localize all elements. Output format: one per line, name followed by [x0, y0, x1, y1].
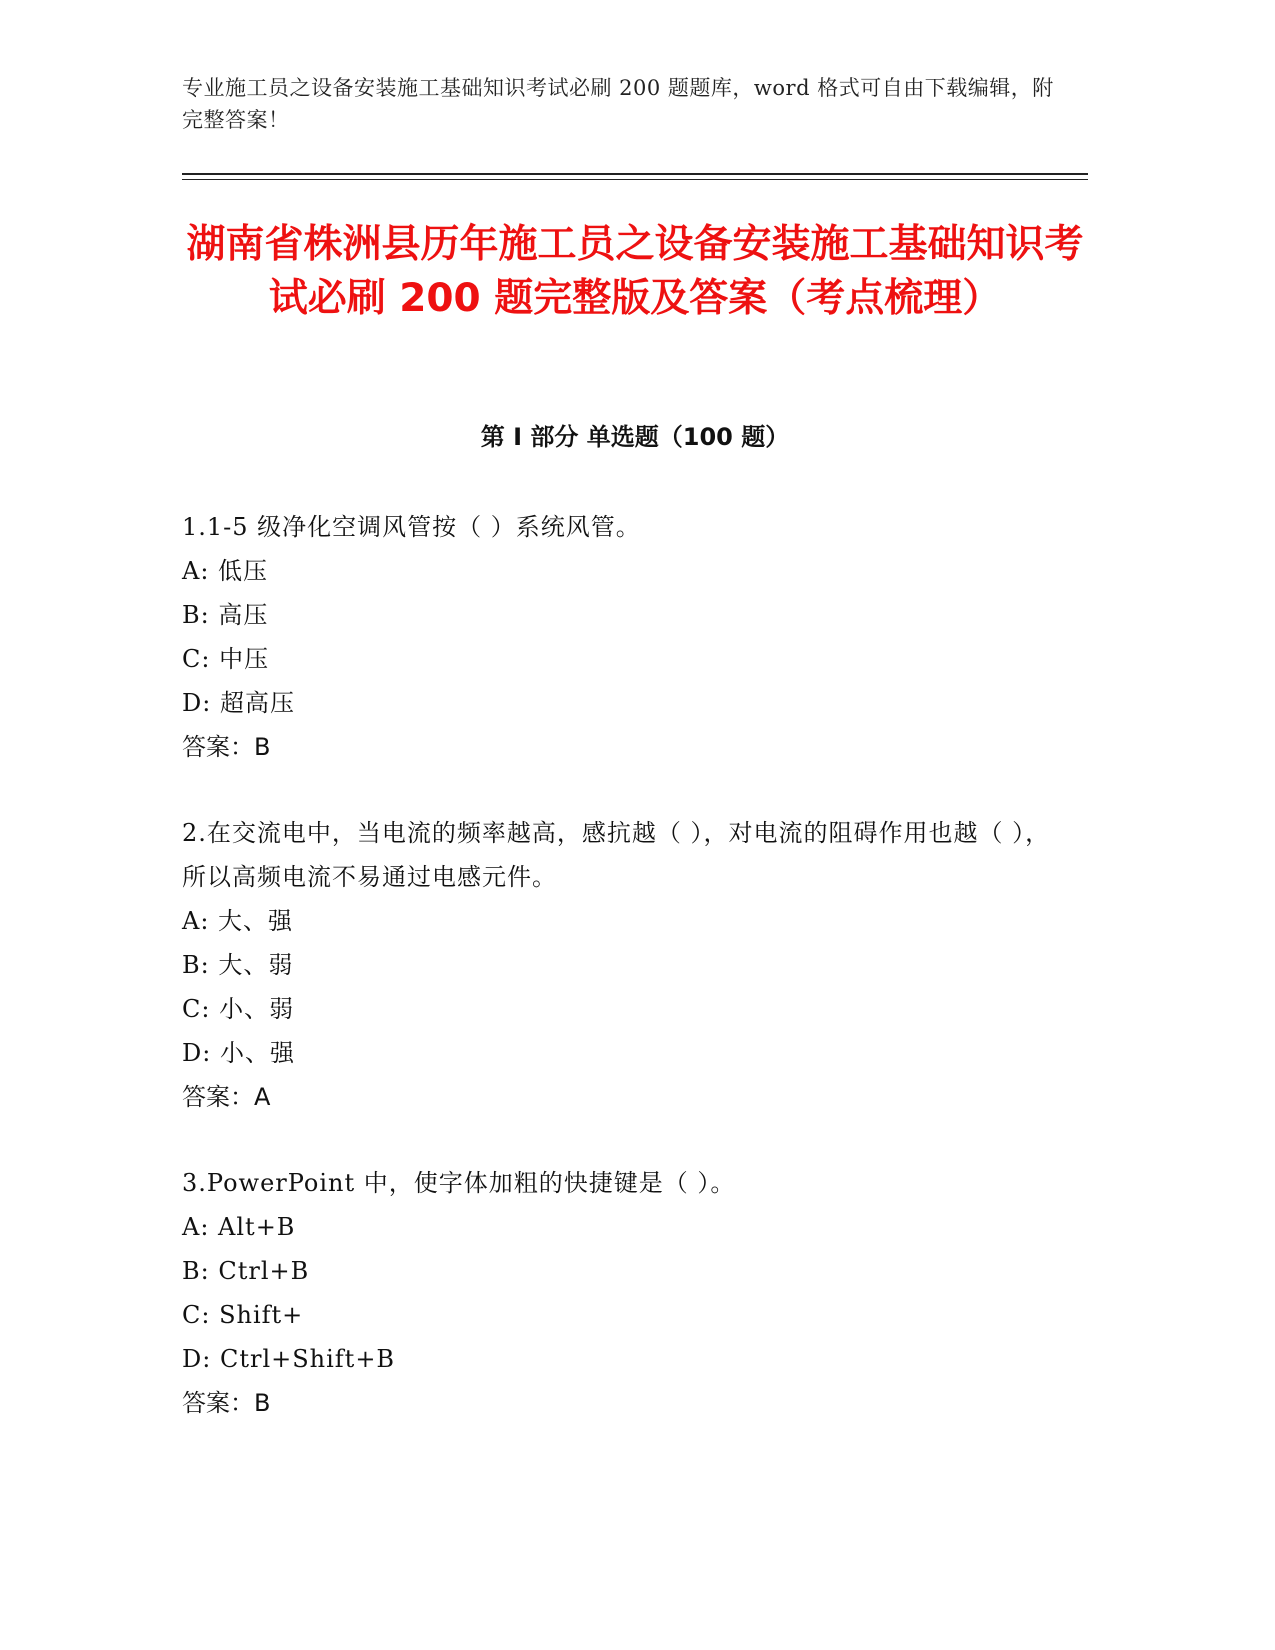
option-b: B: Ctrl+B	[182, 1257, 310, 1285]
option-c: C: 中压	[182, 645, 270, 673]
question-stem: 3.PowerPoint 中，使字体加粗的快捷键是（ ）。	[182, 1169, 736, 1197]
section-title: 第 I 部分 单选题（100 题）	[480, 423, 790, 451]
header-note: 专业施工员之设备安装施工基础知识考试必刷 200 题题库，word 格式可自由下载编辑，附完整答案！	[182, 76, 1054, 132]
question-1	[182, 505, 1062, 769]
option-a: A: Alt+B	[182, 1213, 296, 1241]
option-a: A: 大、强	[182, 907, 294, 935]
option-b: B: 大、弱	[182, 951, 294, 979]
answer: 答案：A	[182, 1083, 271, 1111]
question-3	[182, 1161, 1062, 1425]
option-b: B: 高压	[182, 601, 269, 629]
option-c: C: 小、弱	[182, 995, 295, 1023]
option-d: D: Ctrl+Shift+B	[182, 1345, 396, 1373]
question-list	[182, 505, 1062, 1467]
option-a: A: 低压	[182, 557, 269, 585]
answer: 答案：B	[182, 1389, 271, 1417]
question-2	[182, 811, 1062, 1119]
option-c: C: Shift+	[182, 1301, 304, 1329]
option-d: D: 超高压	[182, 689, 295, 717]
header-divider-thin	[182, 179, 1088, 180]
header-divider-thick	[182, 173, 1088, 175]
question-stem: 1.1-5 级净化空调风管按（ ）系统风管。	[182, 513, 641, 541]
option-d: D: 小、强	[182, 1039, 295, 1067]
document-title: 湖南省株洲县历年施工员之设备安装施工基础知识考试必刷 200 题完整版及答案（考点梳理）	[186, 222, 1084, 321]
answer: 答案：B	[182, 733, 271, 761]
question-stem: 2.在交流电中，当电流的频率越高，感抗越（ ），对电流的阻碍作用也越（ ），所以高频电流不易通过电感元件。	[182, 819, 1051, 891]
